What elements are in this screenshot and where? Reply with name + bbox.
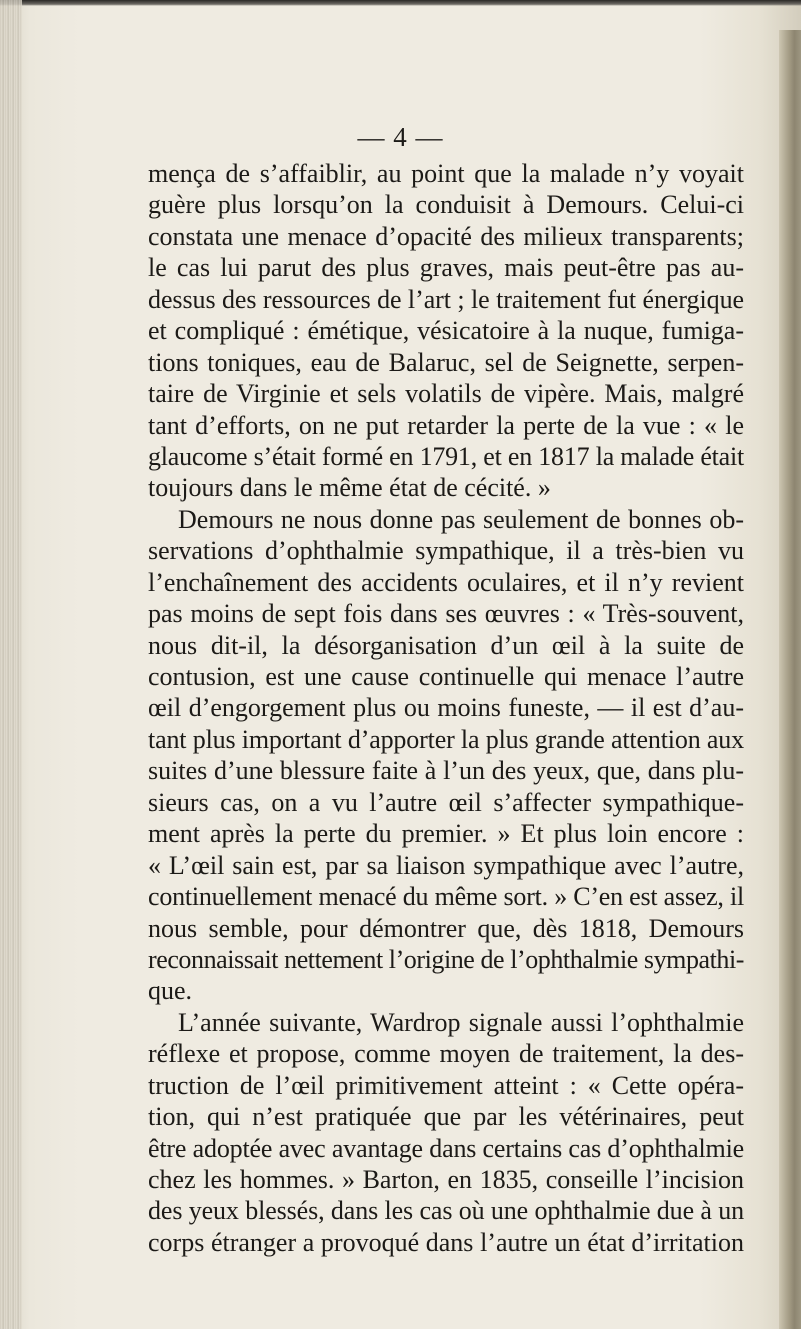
text-line: pas moins de sept fois dans ses œuvres : « Très-souvent, [148, 599, 744, 629]
text-line: servations d’ophthalmie sympathique, il a très-bien vu [148, 536, 744, 566]
text-line: guère plus lorsqu’on la conduisit à Demours. Celui-ci [148, 190, 744, 220]
text-line: « L’œil sain est, par sa liaison sympathique avec l’autre, [148, 850, 744, 880]
text-line: continuellement menacé du même sort. » C’en est assez, il [148, 882, 744, 912]
text-line: ment après la perte du premier. » Et plus loin encore : [148, 819, 744, 849]
text-line: tant d’efforts, on ne put retarder la perte de la vue : « le [148, 410, 744, 440]
text-line: dessus des ressources de l’art ; le traitement fut énergique [148, 284, 745, 314]
text-line: toujours dans le même état de cécité. » [148, 473, 551, 503]
text-line: suites d’une blessure faite à l’un des yeux, que, dans plu- [148, 756, 744, 786]
text-line: que. [148, 976, 193, 1006]
text-line: reconnaissait nettement l’origine de l’ophthalmie sympathi- [148, 944, 744, 974]
text-line: être adoptée avec avantage dans certains cas d’ophthalmie [148, 1133, 745, 1163]
text-line: tions toniques, eau de Balaruc, sel de Seignette, serpen- [148, 347, 744, 377]
text-line: L’année suivante, Wardrop signale aussi l’ophthalmie [178, 1007, 744, 1037]
text-line: œil d’engorgement plus ou moins funeste, — il est d’au- [148, 693, 744, 723]
text-line: taire de Virginie et sels volatils de vipère. Mais, malgré [148, 379, 744, 409]
text-line: tant plus important d’apporter la plus grande attention aux [148, 724, 744, 754]
text-line: mença de s’affaiblir, au point que la malade n’y voyait [148, 159, 744, 188]
text-line: l’enchaînement des accidents oculaires, et il n’y revient [148, 567, 744, 597]
text-line: contusion, est une cause continuelle qui menace l’autre [148, 662, 744, 691]
text-line: et compliqué : émétique, vésicatoire à la nuque, fumiga- [148, 316, 744, 346]
text-line: des yeux blessés, dans les cas où une ophthalmie due à un [148, 1196, 744, 1226]
text-line: le cas lui parut des plus graves, mais peut-être pas au- [148, 253, 744, 283]
page-stack-edge [779, 30, 801, 1329]
text-line: corps étranger a provoqué dans l’autre un état d’irritation [148, 1227, 744, 1257]
text-line: nous dit-il, la désorganisation d’un œil à la suite de [148, 630, 744, 660]
text-line: constata une menace d’opacité des milieux transparents; [148, 221, 744, 251]
top-edge-shadow [0, 0, 801, 6]
body-text [148, 158, 744, 1258]
text-line: tion, qui n’est pratiquée que par les vétérinaires, peut [148, 1102, 744, 1132]
text-line: Demours ne nous donne pas seulement de bonnes ob- [178, 504, 744, 534]
text-line: sieurs cas, on a vu l’autre œil s’affecter sympathique- [148, 787, 744, 817]
text-line: nous semble, pour démontrer que, dès 1818, Demours [148, 913, 744, 943]
text-line: truction de l’œil primitivement atteint : « Cette opéra- [148, 1070, 744, 1100]
text-line: chez les hommes. » Barton, en 1835, conseille l’incision [148, 1165, 744, 1194]
text-line: glaucome s’était formé en 1791, et en 1817 la malade était [148, 441, 745, 471]
page-number: — 4 — [357, 122, 444, 152]
binding-edge [0, 0, 22, 1329]
text-line: réflexe et propose, comme moyen de traitement, la des- [148, 1039, 744, 1069]
